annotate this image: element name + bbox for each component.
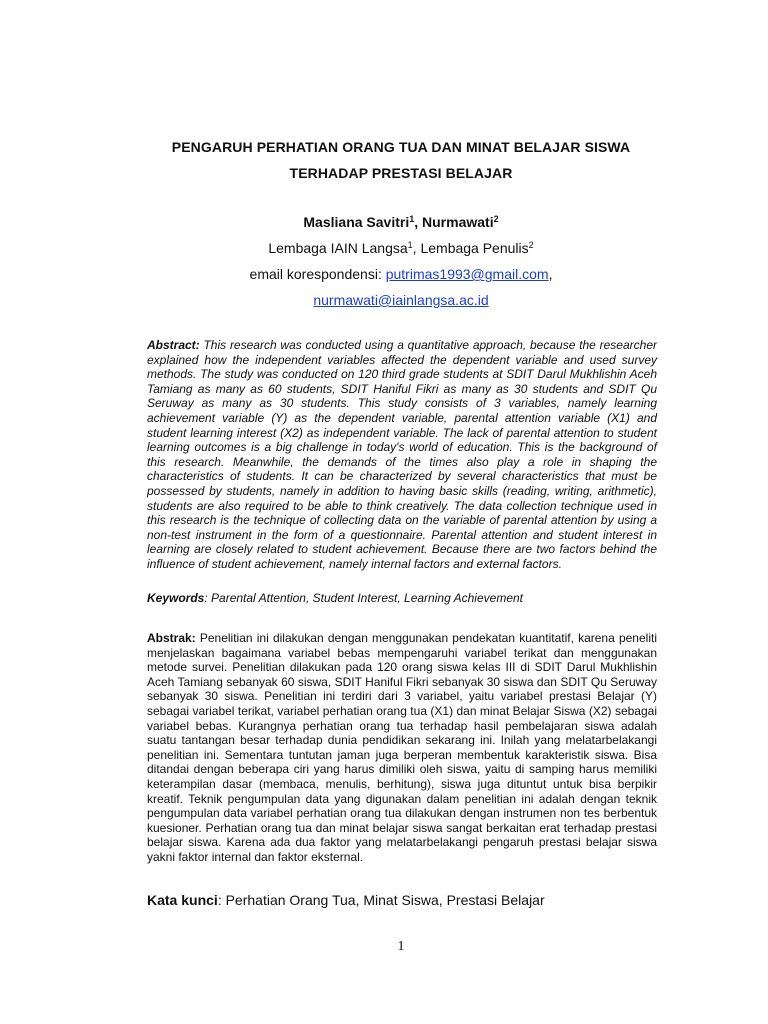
email-label: email korespondensi: (249, 266, 386, 282)
kata-kunci-label: Kata kunci (147, 892, 218, 908)
page-number: 1 (397, 939, 405, 954)
affiliation-1-sup: 1 (407, 240, 413, 250)
affiliation-separator: , (412, 240, 421, 256)
keywords-label: Keywords (147, 591, 205, 605)
abstrak-label: Abstrak: (147, 631, 196, 645)
email-link-2[interactable]: nurmawati@iainlangsa.ac.id (313, 292, 489, 308)
title-line-1: PENGARUH PERHATIAN ORANG TUA DAN MINAT BELAJAR SISWA (171, 139, 631, 155)
title-line-2: TERHADAP PRESTASI BELAJAR (289, 165, 513, 181)
abstract-english (147, 338, 657, 572)
author-2: Nurmawati (422, 214, 494, 230)
affiliation-2-sup: 2 (528, 240, 534, 250)
keywords-text: : Parental Attention, Student Interest, Learning Achievement (204, 591, 523, 605)
affiliation-1: Lembaga IAIN Langsa (268, 240, 408, 256)
abstract-text: This research was conducted using a quantitative approach, because the researcher explained how the independent variables affected the dependent variable and used survey methods. The study was conducted on 120 third grade students at SDIT Darul Mukhlishin Aceh Tamiang as many as 60 students, SDIT Haniful Fikri as many as 30 students and SDIT Qu Seruway as many as 30 students. This study consists of 3 variables, namely learning achievement variable (Y) as the dependent variable, parental attention variable (X1) and student learning interest (X2) as independent variable. The lack of parental attention to student learning outcomes is a big challenge in today's world of education. This is the background of this research. Meanwhile, the demands of the times also play a role in shaping the characteristics of students. It can be characterized by several characteristics that must be possessed by students, namely in addition to having basic skills (reading, writing, arithmetic), students are also required to be able to think creatively. The data collection technique used in this research is the technique of collecting data on the variable of parental attention by using a non-test instrument in the form of a questionnaire. Parental attention and student interest in learning are closely related to student achievement. Because there are two factors behind the influence of student achievement, namely internal factors and external factors. (147, 338, 657, 571)
email-line (100, 261, 702, 287)
email-separator: , (548, 266, 553, 282)
kata-kunci (147, 891, 657, 909)
email-line-2 (100, 287, 702, 313)
author-separator: , (414, 214, 423, 230)
keywords (147, 590, 657, 606)
author-1: Masliana Savitri (303, 214, 410, 230)
author-names (100, 209, 702, 235)
abstrak-text: Penelitian ini dilakukan dengan menggunakan pendekatan kuantitatif, karena peneliti menjelaskan bagaimana variabel bebas mempengaruhi variabel terikat dan menggunakan metode survei. Penelitian dilakukan pada 120 orang siswa kelas III di SDIT Darul Mukhlishin Aceh Tamiang sebanyak 60 siswa, SDIT Haniful Fikri sebanyak 30 siswa dan SDIT Qu Seruway sebanyak 30 siswa. Penelitian ini terdiri dari 3 variabel, yaitu variabel prestasi Belajar (Y) sebagai variabel terikat, variabel perhatian orang tua (X1) dan minat Belajar Siswa (X2) sebagai variabel bebas. Kurangnya perhatian orang tua terhadap hasil pembelajaran siswa adalah suatu tantangan besar terhadap dunia pendidikan sekarang ini. Inilah yang melatarbelakangi penelitian ini. Sementara tuntutan jaman juga berperan membentuk karakteristik siswa. Bisa ditandai dengan beberapa ciri yang harus dimiliki oleh siswa, yaitu di samping harus memiliki keterampilan dasar (membaca, menulis, berhitung), siswa juga dituntut untuk bisa berpikir kreatif. Teknik pengumpulan data yang digunakan dalam penelitian ini adalah dengan teknik pengumpulan data variabel perhatian orang tua dilakukan dengan instrumen non tes berbentuk kuesioner. Perhatian orang tua dan minat belajar siswa sangat berkaitan erat terhadap prestasi belajar siswa. Karena ada dua faktor yang melatarbelakangi pengaruh prestasi belajar siswa yakni faktor internal dan faktor eksternal. (147, 631, 657, 864)
author-1-sup: 1 (409, 214, 415, 224)
abstract-label: Abstract: (147, 338, 200, 352)
author-2-sup: 2 (493, 214, 499, 224)
author-block (100, 209, 702, 313)
affiliations (100, 235, 702, 261)
abstrak-indonesian (147, 631, 657, 865)
paper-title (100, 134, 702, 186)
affiliation-2: Lembaga Penulis (420, 240, 529, 256)
email-link-1[interactable]: putrimas1993@gmail.com (385, 266, 549, 282)
kata-kunci-text: : Perhatian Orang Tua, Minat Siswa, Prestasi Belajar (217, 892, 545, 908)
